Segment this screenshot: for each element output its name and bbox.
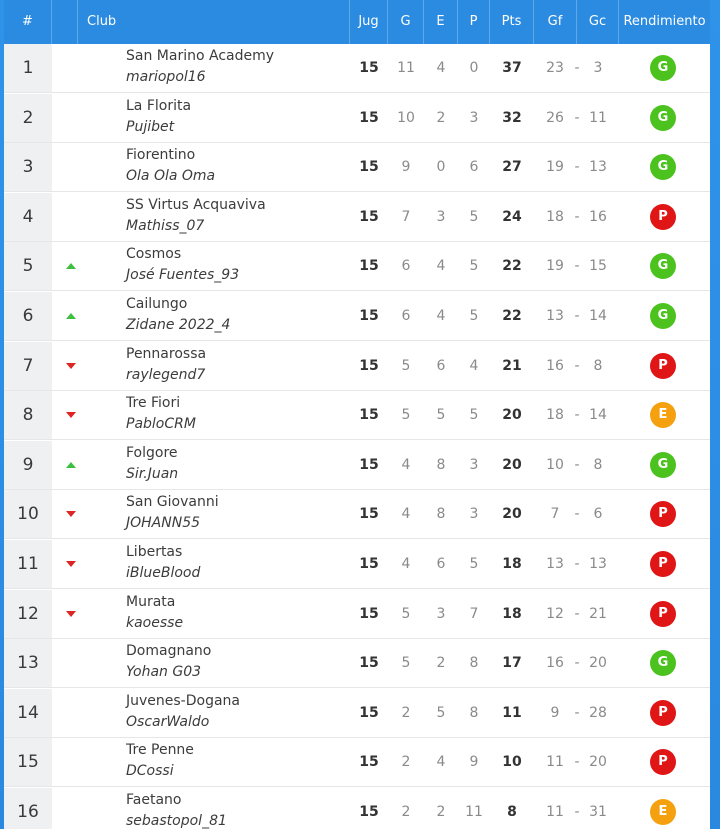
trend-down-icon <box>66 511 76 517</box>
header-form[interactable]: Rendimiento <box>623 14 706 29</box>
header-played[interactable]: Jug <box>350 0 388 44</box>
lost-cell: 5 <box>469 308 479 324</box>
club-name[interactable]: Tre Penne <box>126 742 194 759</box>
points-cell: 37 <box>502 60 522 76</box>
goals-separator: - <box>574 556 580 572</box>
manager-name[interactable]: Zidane 2022_4 <box>126 317 231 333</box>
won-cell: 5 <box>401 357 411 374</box>
manager-name[interactable]: sebastopol_81 <box>126 813 227 829</box>
goals-for-cell: 7 <box>550 506 560 523</box>
played-cell: 15 <box>359 605 379 622</box>
manager-name[interactable]: PabloCRM <box>126 416 196 433</box>
goals-for-cell: 18 <box>546 407 564 424</box>
drawn-cell: 2 <box>436 109 446 126</box>
table-header <box>4 0 710 44</box>
goals-for-cell: 12 <box>546 605 564 622</box>
points-cell: 18 <box>502 556 522 572</box>
manager-name[interactable]: José Fuentes_93 <box>126 267 240 284</box>
manager-name[interactable]: Yohan G03 <box>126 664 202 681</box>
drawn-cell: 6 <box>436 556 446 572</box>
points-cell: 8 <box>507 804 517 820</box>
goals-separator: - <box>574 754 580 771</box>
form-badge: G <box>650 105 676 131</box>
goals-separator: - <box>574 109 580 126</box>
trend-up-icon <box>66 313 76 319</box>
lost-cell: 8 <box>469 655 479 672</box>
goals-against-cell: 3 <box>593 60 603 76</box>
played-cell: 15 <box>359 308 379 324</box>
club-name[interactable]: San Giovanni <box>126 494 219 511</box>
manager-name[interactable]: mariopol16 <box>126 69 206 85</box>
table-row[interactable] <box>4 590 710 639</box>
won-cell: 2 <box>401 754 411 771</box>
table-row[interactable] <box>4 242 710 291</box>
trend-down-icon <box>66 363 76 369</box>
drawn-cell: 3 <box>436 208 446 225</box>
goals-against-cell: 20 <box>589 754 607 771</box>
drawn-cell: 3 <box>436 605 446 622</box>
trend-down-icon <box>66 561 76 567</box>
position-cell: 13 <box>4 639 52 687</box>
goals-separator: - <box>574 704 580 721</box>
drawn-cell: 5 <box>436 407 446 424</box>
goals-for-cell: 19 <box>546 258 564 275</box>
table-row[interactable] <box>4 143 710 192</box>
position-cell: 1 <box>4 44 52 92</box>
goals-for-cell: 26 <box>546 109 564 126</box>
played-cell: 15 <box>359 357 379 374</box>
goals-against-cell: 20 <box>589 655 607 672</box>
club-name[interactable]: Cailungo <box>126 296 188 312</box>
position-cell: 14 <box>4 689 52 737</box>
lost-cell: 5 <box>469 407 479 424</box>
goals-against-cell: 6 <box>593 506 603 523</box>
goals-separator: - <box>574 258 580 275</box>
manager-name[interactable]: Sir.Juan <box>126 465 179 482</box>
goals-separator: - <box>574 357 580 374</box>
points-cell: 27 <box>502 159 522 176</box>
goals-against-cell: 31 <box>589 804 607 820</box>
won-cell: 7 <box>401 208 411 225</box>
goals-against-cell: 13 <box>589 159 607 176</box>
header-won[interactable]: G <box>388 0 424 44</box>
table-row[interactable] <box>4 193 710 242</box>
won-cell: 5 <box>401 407 411 424</box>
points-cell: 20 <box>502 506 522 523</box>
table-row[interactable] <box>4 44 710 93</box>
points-cell: 11 <box>502 704 522 721</box>
played-cell: 15 <box>359 208 379 225</box>
goals-against-cell: 28 <box>589 704 607 721</box>
lost-cell: 5 <box>469 208 479 225</box>
club-name[interactable]: Tre Fiori <box>126 395 181 412</box>
position-cell: 6 <box>4 292 52 340</box>
played-cell: 15 <box>359 556 379 572</box>
form-badge: P <box>650 601 676 627</box>
form-badge: G <box>650 55 676 81</box>
goals-for-cell: 10 <box>546 456 564 473</box>
goals-against-cell: 8 <box>593 456 603 473</box>
trend-down-icon <box>66 412 76 418</box>
table-row[interactable] <box>4 342 710 391</box>
drawn-cell: 5 <box>436 704 446 721</box>
lost-cell: 0 <box>469 60 479 76</box>
lost-cell: 9 <box>469 754 479 771</box>
played-cell: 15 <box>359 754 379 771</box>
points-cell: 18 <box>502 605 522 622</box>
manager-name[interactable]: OscarWaldo <box>126 713 210 730</box>
drawn-cell: 4 <box>436 258 446 275</box>
lost-cell: 7 <box>469 605 479 622</box>
trend-up-icon <box>66 462 76 468</box>
goals-against-cell: 21 <box>589 605 607 622</box>
club-name[interactable]: Faetano <box>126 792 182 808</box>
drawn-cell: 6 <box>436 357 446 374</box>
points-cell: 21 <box>502 357 522 374</box>
club-name[interactable]: Domagnano <box>126 643 212 660</box>
position-cell: 3 <box>4 143 52 191</box>
points-cell: 20 <box>502 456 522 473</box>
manager-name[interactable]: kaoesse <box>126 614 184 631</box>
form-badge: P <box>650 700 676 726</box>
drawn-cell: 0 <box>436 159 446 176</box>
points-cell: 24 <box>502 208 522 225</box>
trend-up-icon <box>66 263 76 269</box>
table-row[interactable] <box>4 639 710 688</box>
header-drawn[interactable]: E <box>424 0 458 44</box>
form-badge: P <box>650 551 676 577</box>
goals-against-cell: 11 <box>589 109 607 126</box>
won-cell: 6 <box>401 258 411 275</box>
goals-separator: - <box>574 208 580 225</box>
form-badge: P <box>650 501 676 527</box>
header-trend <box>52 0 78 44</box>
played-cell: 15 <box>359 655 379 672</box>
form-badge: E <box>650 799 676 825</box>
played-cell: 15 <box>359 258 379 275</box>
goals-for-cell: 16 <box>546 357 564 374</box>
header-goals-against[interactable]: Gc <box>577 0 619 44</box>
header-position[interactable]: # <box>4 0 52 44</box>
drawn-cell: 4 <box>436 60 446 76</box>
table-row[interactable] <box>4 689 710 738</box>
header-goals-for[interactable]: Gf <box>534 0 577 44</box>
club-name[interactable]: Cosmos <box>126 246 182 263</box>
form-badge: P <box>650 204 676 230</box>
club-name[interactable]: Fiorentino <box>126 147 196 164</box>
goals-against-cell: 14 <box>589 308 607 324</box>
club-name[interactable]: Juvenes-Dogana <box>126 692 240 709</box>
manager-name[interactable]: iBlueBlood <box>126 565 201 581</box>
table-row[interactable] <box>4 788 710 829</box>
goals-separator: - <box>574 308 580 324</box>
lost-cell: 3 <box>469 456 479 473</box>
won-cell: 5 <box>401 605 411 622</box>
goals-separator: - <box>574 456 580 473</box>
goals-separator: - <box>574 605 580 622</box>
club-name[interactable]: Murata <box>126 593 176 610</box>
goals-for-cell: 13 <box>546 308 564 324</box>
lost-cell: 8 <box>469 704 479 721</box>
position-cell: 15 <box>4 738 52 786</box>
lost-cell: 4 <box>469 357 479 374</box>
table-row[interactable] <box>4 540 710 589</box>
club-name[interactable]: Libertas <box>126 544 183 560</box>
goals-for-cell: 16 <box>546 655 564 672</box>
manager-name[interactable]: Pujibet <box>126 118 175 135</box>
form-badge: G <box>650 154 676 180</box>
points-cell: 10 <box>502 754 522 771</box>
won-cell: 11 <box>397 60 415 76</box>
table-row[interactable] <box>4 292 710 341</box>
lost-cell: 3 <box>469 506 479 523</box>
played-cell: 15 <box>359 456 379 473</box>
manager-name[interactable]: Mathiss_07 <box>126 217 205 234</box>
won-cell: 4 <box>401 456 411 473</box>
form-badge: P <box>650 353 676 379</box>
trend-down-icon <box>66 611 76 617</box>
won-cell: 2 <box>401 704 411 721</box>
goals-separator: - <box>574 407 580 424</box>
points-cell: 22 <box>502 258 522 275</box>
club-name[interactable]: La Florita <box>126 97 192 114</box>
played-cell: 15 <box>359 407 379 424</box>
goals-against-cell: 14 <box>589 407 607 424</box>
club-name[interactable]: SS Virtus Acquaviva <box>126 196 266 213</box>
table-row[interactable] <box>4 490 710 539</box>
position-cell: 5 <box>4 242 52 290</box>
lost-cell: 11 <box>465 804 483 820</box>
club-name[interactable]: Folgore <box>126 444 178 461</box>
played-cell: 15 <box>359 506 379 523</box>
drawn-cell: 8 <box>436 456 446 473</box>
won-cell: 4 <box>401 506 411 523</box>
drawn-cell: 2 <box>436 655 446 672</box>
drawn-cell: 4 <box>436 308 446 324</box>
goals-against-cell: 15 <box>589 258 607 275</box>
manager-name[interactable]: JOHANN55 <box>126 515 201 532</box>
goals-separator: - <box>574 655 580 672</box>
lost-cell: 5 <box>469 258 479 275</box>
manager-name[interactable]: Ola Ola Oma <box>126 168 216 185</box>
goals-for-cell: 13 <box>546 556 564 572</box>
drawn-cell: 4 <box>436 754 446 771</box>
table-row[interactable] <box>4 738 710 787</box>
points-cell: 17 <box>502 655 522 672</box>
played-cell: 15 <box>359 60 379 76</box>
position-cell: 7 <box>4 342 52 390</box>
position-cell: 8 <box>4 391 52 439</box>
drawn-cell: 2 <box>436 804 446 820</box>
table-row[interactable] <box>4 441 710 490</box>
goals-for-cell: 9 <box>550 704 560 721</box>
goals-against-cell: 13 <box>589 556 607 572</box>
club-name[interactable]: Pennarossa <box>126 345 207 362</box>
form-badge: E <box>650 402 676 428</box>
won-cell: 2 <box>401 804 411 820</box>
position-cell: 2 <box>4 94 52 142</box>
position-cell: 9 <box>4 441 52 489</box>
goals-for-cell: 18 <box>546 208 564 225</box>
club-name[interactable]: San Marino Academy <box>126 48 275 64</box>
points-cell: 20 <box>502 407 522 424</box>
lost-cell: 3 <box>469 109 479 126</box>
goals-for-cell: 23 <box>546 60 564 76</box>
position-cell: 12 <box>4 590 52 638</box>
won-cell: 5 <box>401 655 411 672</box>
manager-name[interactable]: DCossi <box>126 763 174 780</box>
header-club[interactable]: Club <box>78 0 350 44</box>
standings-table <box>4 0 710 829</box>
form-badge: P <box>650 749 676 775</box>
lost-cell: 6 <box>469 159 479 176</box>
table-row[interactable] <box>4 391 710 440</box>
form-badge: G <box>650 253 676 279</box>
played-cell: 15 <box>359 804 379 820</box>
lost-cell: 5 <box>469 556 479 572</box>
form-badge: G <box>650 303 676 329</box>
goals-separator: - <box>574 804 580 820</box>
played-cell: 15 <box>359 159 379 176</box>
goals-separator: - <box>574 159 580 176</box>
manager-name[interactable]: raylegend7 <box>126 366 206 383</box>
goals-for-cell: 11 <box>546 754 564 771</box>
goals-separator: - <box>574 506 580 523</box>
played-cell: 15 <box>359 704 379 721</box>
form-badge: G <box>650 452 676 478</box>
position-cell: 11 <box>4 540 52 588</box>
drawn-cell: 8 <box>436 506 446 523</box>
header-points[interactable]: Pts <box>490 0 534 44</box>
goals-for-cell: 19 <box>546 159 564 176</box>
won-cell: 6 <box>401 308 411 324</box>
position-cell: 10 <box>4 490 52 538</box>
form-badge: G <box>650 650 676 676</box>
goals-against-cell: 16 <box>589 208 607 225</box>
won-cell: 10 <box>397 109 415 126</box>
goals-separator: - <box>574 60 580 76</box>
points-cell: 32 <box>502 109 522 126</box>
won-cell: 4 <box>401 556 411 572</box>
header-lost[interactable]: P <box>458 0 490 44</box>
goals-against-cell: 8 <box>593 357 603 374</box>
points-cell: 22 <box>502 308 522 324</box>
played-cell: 15 <box>359 109 379 126</box>
position-cell: 4 <box>4 193 52 241</box>
goals-for-cell: 11 <box>546 804 564 820</box>
won-cell: 9 <box>401 159 411 176</box>
position-cell: 16 <box>4 788 52 829</box>
table-row[interactable] <box>4 94 710 143</box>
